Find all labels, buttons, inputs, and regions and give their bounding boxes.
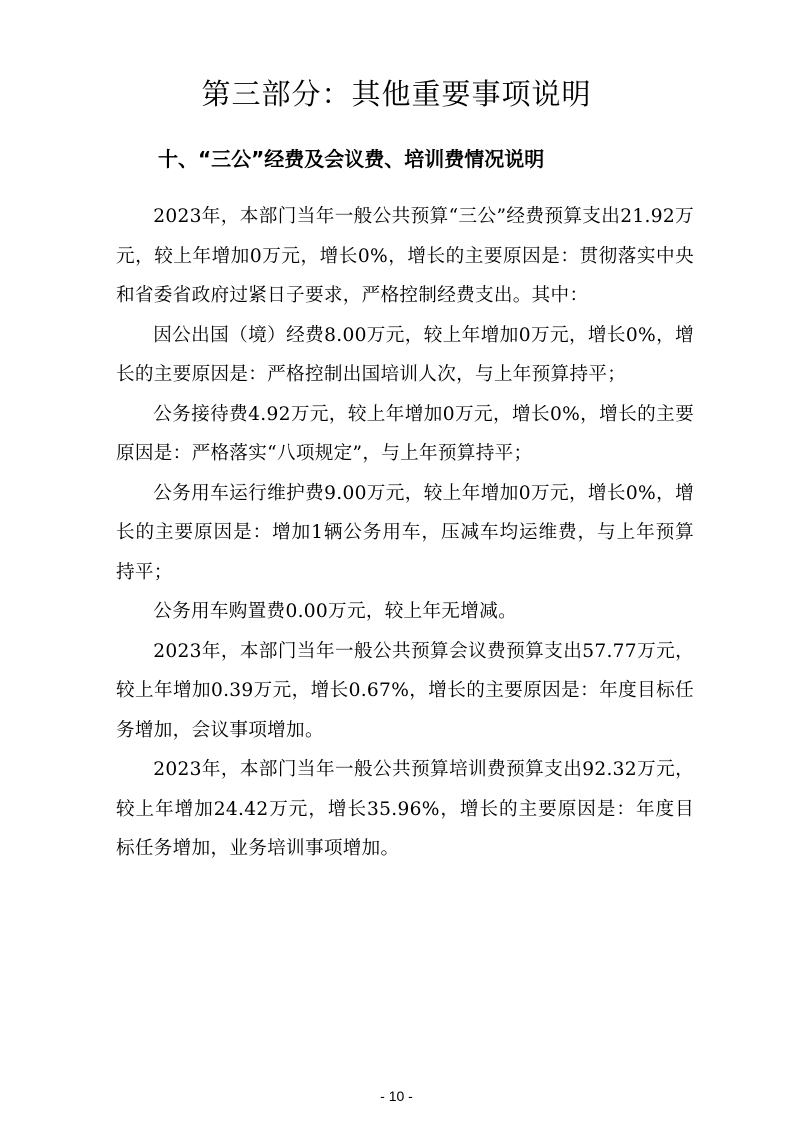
paragraph-meeting-expenses: 2023年，本部门当年一般公共预算会议费预算支出57.77万元，较上年增加0.39万元，增长0.67%，增长的主要原因是：年度目标任务增加，会议事项增加。 (116, 640, 694, 741)
paragraph-official-reception: 公务接待费4.92万元，较上年增加0万元，增长0%，增长的主要原因是：严格落实“八项规定”，与上年预算持平； (116, 403, 694, 464)
paragraph-overseas-travel: 因公出国（境）经费8.00万元，较上年增加0万元，增长0%，增长的主要原因是：严格控制出国培训人次，与上年预算持平； (116, 324, 694, 385)
page-number: - 10 - (380, 1088, 413, 1104)
paragraph-three-public-expenses: 2023年，本部门当年一般公共预算“三公”经费预算支出21.92万元，较上年增加0万元，增长0%，增长的主要原因是：贯彻落实中央和省委省政府过紧日子要求，严格控制经费支出。其中： (116, 206, 694, 306)
paragraph-vehicle-purchase: 公务用车购置费0.00万元，较上年无增减。 (153, 601, 517, 622)
document-body (116, 197, 694, 869)
page-title: 第三部分：其他重要事项说明 (201, 77, 592, 111)
paragraph-training-expenses: 2023年，本部门当年一般公共预算培训费预算支出92.32万元，较上年增加24.42万元，增长35.96%，增长的主要原因是：年度目标任务增加，业务培训事项增加。 (116, 759, 694, 859)
section-heading: 十、“三公”经费及会议费、培训费情况说明 (158, 147, 545, 171)
paragraph-vehicle-operation: 公务用车运行维护费9.00万元，较上年增加0万元，增长0%，增长的主要原因是：增加1辆公务用车，压减车均运维费，与上年预算持平； (116, 482, 694, 583)
